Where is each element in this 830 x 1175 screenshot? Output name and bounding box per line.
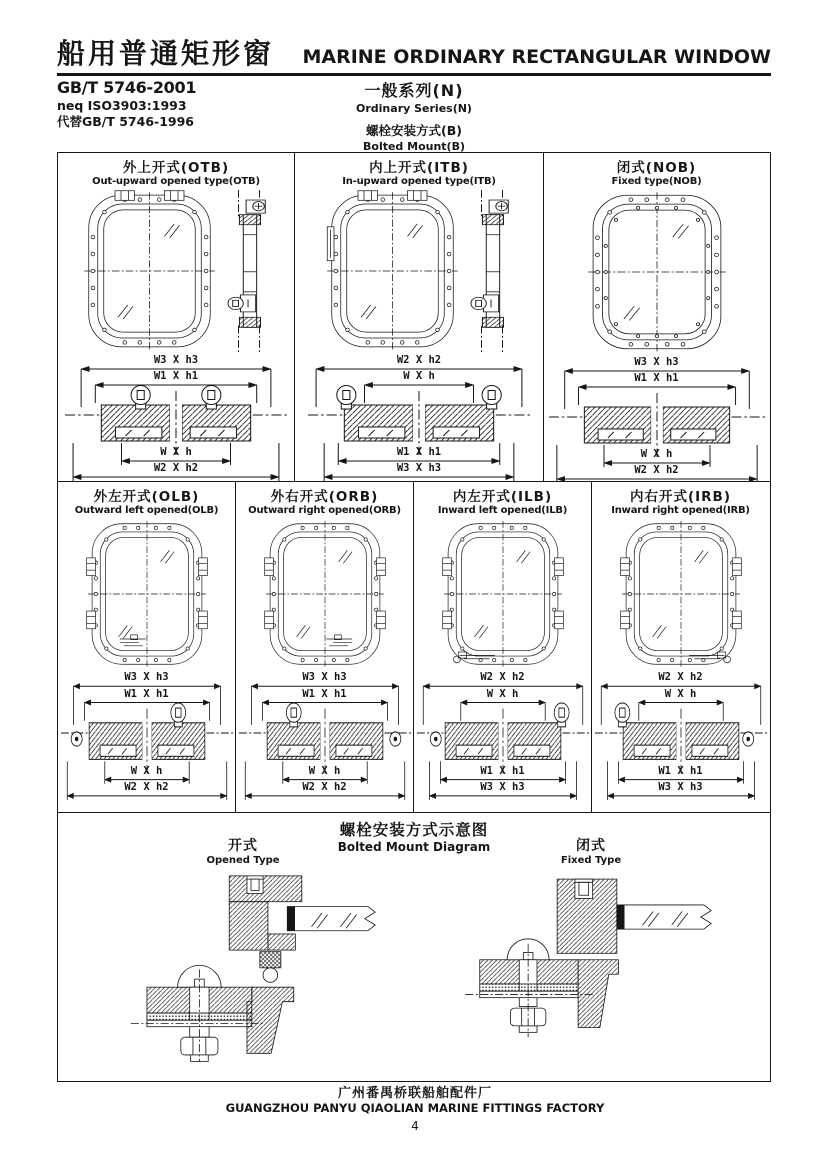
fixed-type-label-en: Fixed Type <box>560 855 622 866</box>
panel-orb-title-en: Outward right opened(ORB) <box>248 505 401 516</box>
dim-label: W X h <box>403 370 435 382</box>
panel-ilb-title-cn: 内左开式(ILB) <box>452 489 553 505</box>
panel-otb <box>58 153 295 481</box>
page-title-en: MARINE ORDINARY RECTANGULAR WINDOW <box>302 46 771 69</box>
page-header <box>57 37 771 153</box>
panel-irb-title-cn: 内右开式(IRB) <box>629 489 732 505</box>
mount-type-en: Bolted Mount(B) <box>363 140 465 153</box>
opened-type-label-en: Opened Type <box>206 855 280 866</box>
dim-label: W1 X h1 <box>124 688 169 700</box>
dim-label: W3 X h3 <box>124 671 169 683</box>
dim-label: W X h <box>308 765 341 777</box>
page-number: 4 <box>411 1119 419 1134</box>
dim-label: W3 X h3 <box>396 462 442 474</box>
dim-label: W1 X h1 <box>153 370 199 382</box>
panel-nob-title-cn: 闭式(NOB) <box>616 160 697 176</box>
header-rule <box>57 73 771 76</box>
panel-orb-title-cn: 外右开式(ORB) <box>270 489 379 505</box>
panel-row-1 <box>58 153 770 481</box>
series-title-en: Ordinary Series(N) <box>356 102 472 115</box>
panel-itb-title-cn: 内上开式(ITB) <box>369 160 469 176</box>
panel-irb <box>592 482 769 812</box>
standard-line: GB/T 5746-2001 <box>57 78 197 97</box>
mount-section-title-cn: 螺栓安装方式示意图 <box>339 821 489 839</box>
dim-label: W3 X h3 <box>480 781 525 793</box>
dim-label: W1 X h1 <box>302 688 347 700</box>
panel-nob-title-en: Fixed type(NOB) <box>611 176 702 187</box>
otb-side-section-drawing <box>227 190 271 352</box>
opened-type-mount-drawing <box>126 865 376 1065</box>
mount-type-cn: 螺栓安装方式(B) <box>366 123 462 138</box>
dim-label: W2 X h2 <box>302 781 347 793</box>
dim-label: W1 X h1 <box>480 765 525 777</box>
dim-label: W2 X h2 <box>634 464 679 476</box>
itb-side-section-drawing <box>470 190 514 352</box>
orb-front-view-drawing <box>264 519 386 669</box>
standard-line: 代替GB/T 5746-1996 <box>57 113 194 129</box>
dim-label: W3 X h3 <box>153 354 199 366</box>
panel-otb-title-en: Out-upward opened type(OTB) <box>92 176 260 187</box>
dim-label: W X h <box>486 688 519 700</box>
fixed-type-label-cn: 闭式 <box>576 838 606 854</box>
olb-front-view-drawing <box>86 519 208 669</box>
series-block <box>57 78 771 153</box>
opened-type-label-cn: 开式 <box>228 838 258 854</box>
panel-itb <box>295 153 544 481</box>
panel-olb-title-cn: 外左开式(OLB) <box>93 489 200 505</box>
dim-label: W1 X h1 <box>634 372 679 384</box>
dim-label: W3 X h3 <box>302 671 347 683</box>
panel-row-2 <box>58 481 770 812</box>
page-footer <box>0 1086 830 1134</box>
fixed-type-mount-drawing <box>462 865 712 1065</box>
dim-label: W X h <box>664 688 697 700</box>
factory-name-cn: 广州番禺桥联船舶配件厂 <box>337 1086 492 1101</box>
otb-front-view-drawing <box>82 190 217 352</box>
dim-label: W2 X h2 <box>480 671 525 683</box>
itb-front-view-drawing <box>325 190 460 352</box>
dim-label: W X h <box>160 446 192 458</box>
bolted-mount-section <box>58 812 770 1078</box>
standard-line: neq ISO3903:1993 <box>57 98 187 113</box>
dim-label: W2 X h2 <box>396 354 442 366</box>
ilb-front-view-drawing <box>442 519 564 669</box>
dim-label: W X h <box>130 765 163 777</box>
dim-label: W X h <box>640 448 673 460</box>
factory-name-en: GUANGZHOU PANYU QIAOLIAN MARINE FITTINGS FACTORY <box>225 1100 605 1115</box>
mount-section-title-en: Bolted Mount Diagram <box>337 840 491 854</box>
drawing-table <box>57 152 771 1082</box>
dim-label: W2 X h2 <box>124 781 169 793</box>
dim-label: W2 X h2 <box>658 671 703 683</box>
page-title-cn: 船用普通矩形窗 <box>57 37 275 70</box>
panel-otb-title-cn: 外上开式(OTB) <box>122 160 230 176</box>
panel-olb-title-en: Outward left opened(OLB) <box>74 505 219 516</box>
dim-label: W2 X h2 <box>153 462 199 474</box>
panel-ilb <box>414 482 592 812</box>
dim-label: W1 X h1 <box>658 765 703 777</box>
dim-label: W3 X h3 <box>634 356 679 368</box>
panel-olb <box>58 482 236 812</box>
irb-front-view-drawing <box>620 519 742 669</box>
panel-irb-title-en: Inward right opened(IRB) <box>611 505 750 516</box>
dim-label: W3 X h3 <box>658 781 703 793</box>
nob-front-view-drawing <box>586 190 728 354</box>
panel-ilb-title-en: Inward left opened(ILB) <box>437 505 568 516</box>
panel-nob <box>544 153 769 481</box>
series-title-cn: 一般系列(N) <box>364 81 464 100</box>
dim-label: W1 X h1 <box>396 446 442 458</box>
panel-itb-title-en: In-upward opened type(ITB) <box>342 176 496 187</box>
panel-orb <box>236 482 414 812</box>
